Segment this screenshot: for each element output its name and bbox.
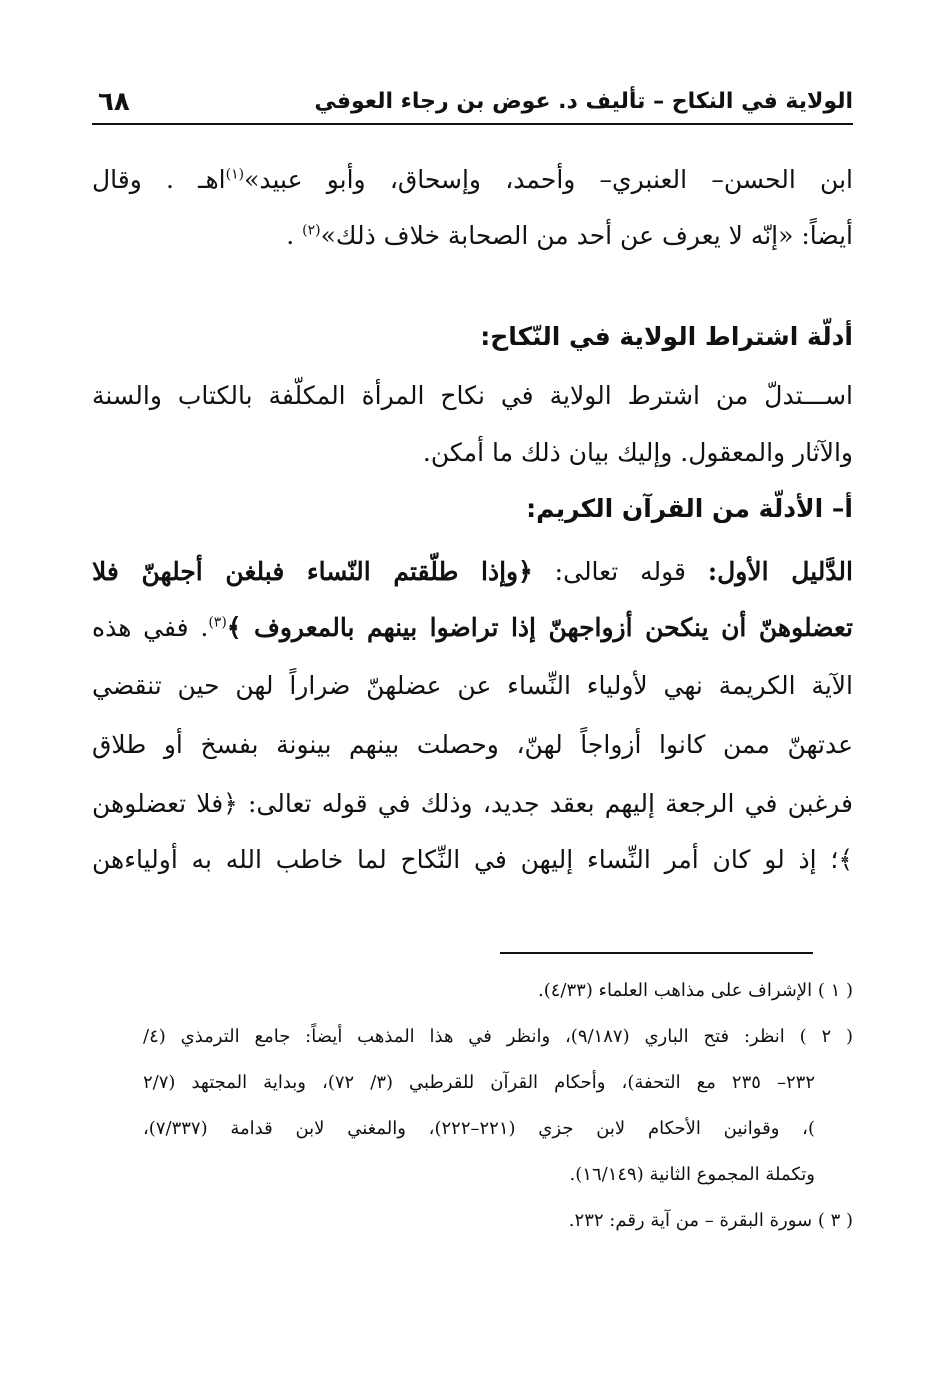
body-line-1-text: ابن الحسن– العنبري– وأحمد، وإسحاق، وأبو عبيد»	[244, 165, 853, 194]
quran-verse-part-1: ﴿وإذا طلّقتم النّساء فبلغن أجلهنّ فلا	[92, 557, 533, 586]
evidence-intro: قوله تعالى:	[532, 557, 708, 586]
verse-after: . ففي هذه	[92, 613, 209, 642]
evidence-line-2	[92, 612, 853, 644]
evidence-label: الدَّليل الأول:	[707, 557, 853, 586]
section-heading: أدلّة اشتراط الولاية في النّكاح:	[480, 322, 853, 351]
para2-line-1: الآية الكريمة نهي لأولياء النِّساء عن عضلهنّ ضراراً لهن حين تنقضي	[92, 671, 853, 700]
footnote-2-line-4: وتكملة المجموع الثانية (١٦/١٤٩).	[569, 1164, 815, 1185]
para1-line-1: اســـتدلّ من اشترط الولاية في نكاح المرأة المكلّفة بالكتاب والسنة	[92, 381, 853, 410]
body-line-2-text: أيضاً: «إنّه لا يعرف عن أحد من الصحابة خلاف ذلك»	[320, 221, 853, 250]
footnote-2-line-1: ( ٢ ) انظر: فتح الباري (٩/١٨٧)، وانظر في هذا المذهب أيضاً: جامع الترمذي (٤/	[143, 1026, 853, 1047]
footnote-ref-1[interactable]: (١)	[225, 166, 245, 183]
para2-line-2: عدتهنّ ممن كانوا أزواجاً لهنّ، وحصلت بينهم بينونة بفسخ أو طلاق	[92, 730, 853, 759]
page-number: ٦٨	[98, 87, 130, 117]
para2-line-4: ﴾؛ إذ لو كان أمر النِّساء إليهن في النِّكاح لما خاطب الله به أولياءهن	[92, 845, 853, 874]
footnote-separator	[500, 952, 813, 954]
header-rule	[92, 123, 853, 125]
body-line-2	[92, 220, 853, 252]
header-title: الولاية في النكاح – تأليف د. عوض بن رجاء العوفي	[314, 89, 853, 114]
footnote-3: ( ٣ ) سورة البقرة – من آية رقم: ٢٣٢.	[568, 1210, 853, 1231]
quran-verse-part-2: تعضلوهنّ أن ينكحن أزواجهنّ إذا تراضوا بينهم بالمعروف ﴾	[226, 613, 853, 642]
body-line-1-end: اهـ . وقال	[92, 165, 226, 194]
footnote-1: ( ١ ) الإشراف على مذاهب العلماء (٤/٣٣).	[537, 980, 853, 1001]
evidence-line-1	[92, 556, 853, 588]
footnote-2-line-2: ٢٣٢– ٢٣٥ مع التحفة)، وأحكام القرآن للقرطبي (٣/ ٧٢)، وبداية المجتهد (٢/٧	[143, 1072, 815, 1093]
running-header	[92, 82, 853, 122]
footnote-ref-2[interactable]: (٢)	[302, 222, 321, 239]
body-line-2-end: .	[286, 221, 303, 250]
footnote-ref-3[interactable]: (٣)	[208, 614, 227, 631]
body-line-1	[92, 164, 853, 196]
footnote-2-line-3: )، وقوانين الأحكام لابن جزي (٢٢١–٢٢٢)، والمغني لابن قدامة (٧/٣٣٧)،	[143, 1118, 815, 1139]
subsection-heading: أ– الأدلّة من القرآن الكريم:	[526, 494, 853, 523]
para2-line-3: فرغبن في الرجعة إليهم بعقد جديد، وذلك في قوله تعالى: ﴿فلا تعضلوهن	[92, 789, 853, 818]
para1-line-2: والآثار والمعقول. وإليك بيان ذلك ما أمكن.	[422, 438, 853, 467]
